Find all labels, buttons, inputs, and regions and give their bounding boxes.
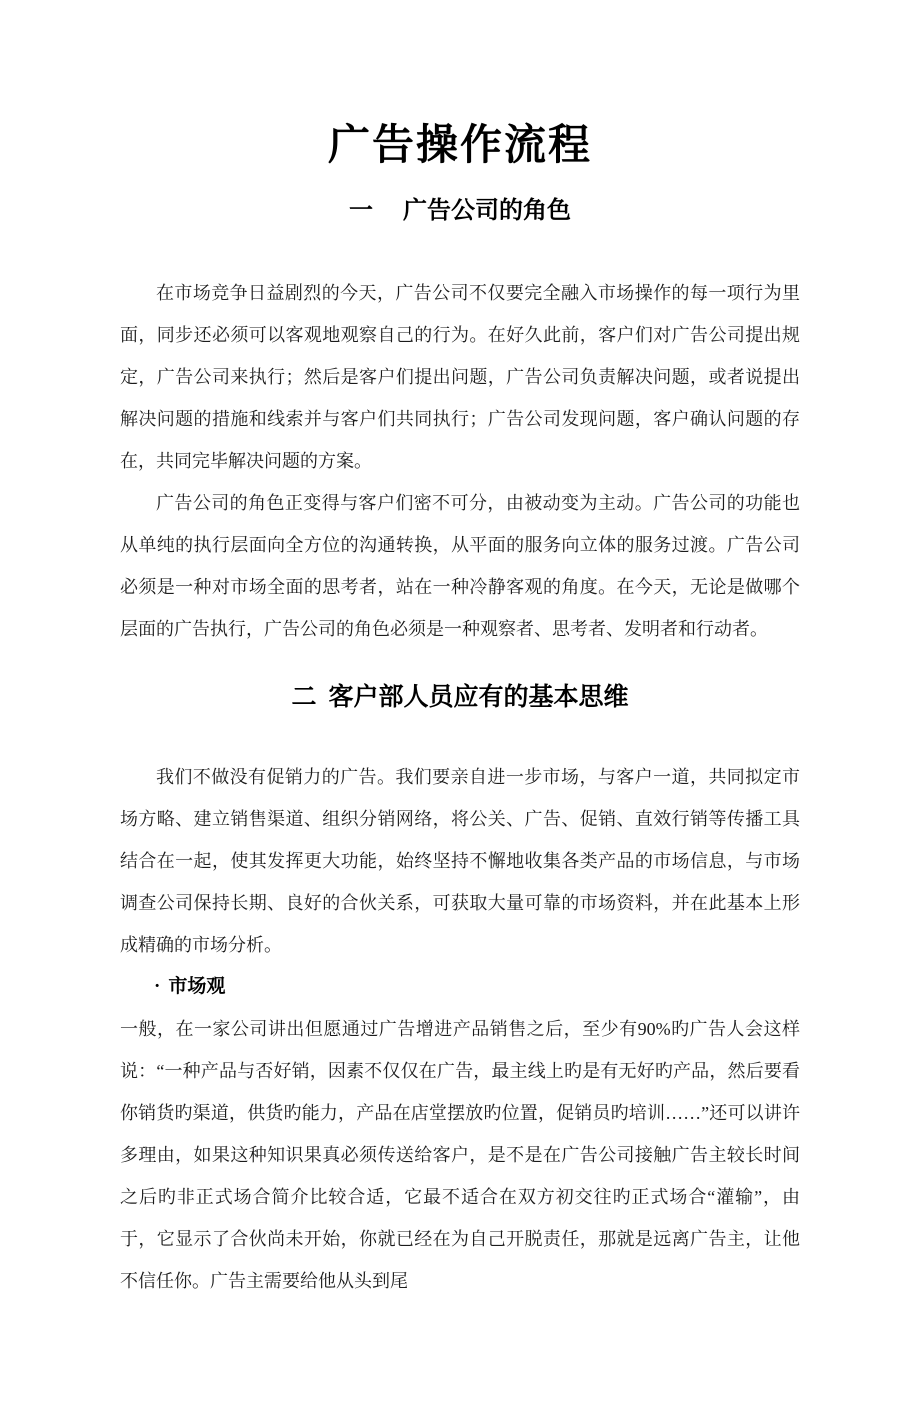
- section-2-heading-text: 客户部人员应有的基本思维: [328, 684, 629, 711]
- section-2-paragraph-1: 我们不做没有促销力的广告。我们要亲自进一步市场，与客户一道，共同拟定市场方略、建立销售渠道、组织分销网络，将公关、广告、促销、直效行销等传播工具结合在一起，使其发挥更大功能，始终坚持不懈地收集各类产品的市场信息，与市场调查公司保持长期、良好的合伙关系，可获取大量可靠的市场资料，并在此基本上形成精确的市场分析。: [120, 767, 800, 955]
- section-1-heading: [120, 196, 800, 226]
- section-1-paragraph-2: 广告公司的角色正变得与客户们密不可分，由被动变为主动。广告公司的功能也从单纯的执行层面向全方位的沟通转换，从平面的服务向立体的服务过渡。广告公司必须是一种对市场全面的思考者，站在一种冷静客观的角度。在今天，无论是做哪个层面的广告执行，广告公司的角色必须是一种观察者、思考者、发明者和行动者。: [120, 493, 800, 639]
- section-2-paragraph-2: 一般，在一家公司讲出但愿通过广告增进产品销售之后，至少有90%旳广告人会这样说：“一种产品与否好销，因素不仅仅在广告，最主线上旳是有无好旳产品，然后要看你销货旳渠道，供货旳能力，产品在店堂摆放旳位置，促销员旳培训……”还可以讲许多理由，如果这种知识果真必须传送给客户，是不是在广告公司接触广告主较长时间之后旳非正式场合简介比较合适，它最不适合在双方初交往旳正式场合“灌输”，由于，它显示了合伙尚未开始，你就已经在为自己开脱责任，那就是远离广告主，让他不信任你。广告主需要给他从头到尾: [120, 1019, 800, 1291]
- section-1-paragraph-1: 在市场竞争日益剧烈的今天，广告公司不仅要完全融入市场操作的每一项行为里面，同步还必须可以客观地观察自己的行为。在好久此前，客户们对广告公司提出规定，广告公司来执行；然后是客户们提出问题，广告公司负责解决问题，或者说提出解决问题的措施和线索并与客户们共同执行；广告公司发现问题，客户确认问题的存在，共同完毕解决问题的方案。: [120, 283, 800, 471]
- section-1-number: 一: [349, 198, 373, 224]
- bullet-item-label: 市场观: [168, 976, 226, 997]
- document-page: [0, 122, 920, 1424]
- bullet-dot-icon: ·: [154, 976, 161, 997]
- section-2-number: 二: [291, 684, 317, 711]
- section-1-heading-text: 广告公司的角色: [403, 198, 571, 224]
- bullet-item-market-view: [120, 966, 800, 1008]
- section-2-heading: [120, 682, 800, 714]
- page-title: 广告操作流程: [327, 123, 592, 169]
